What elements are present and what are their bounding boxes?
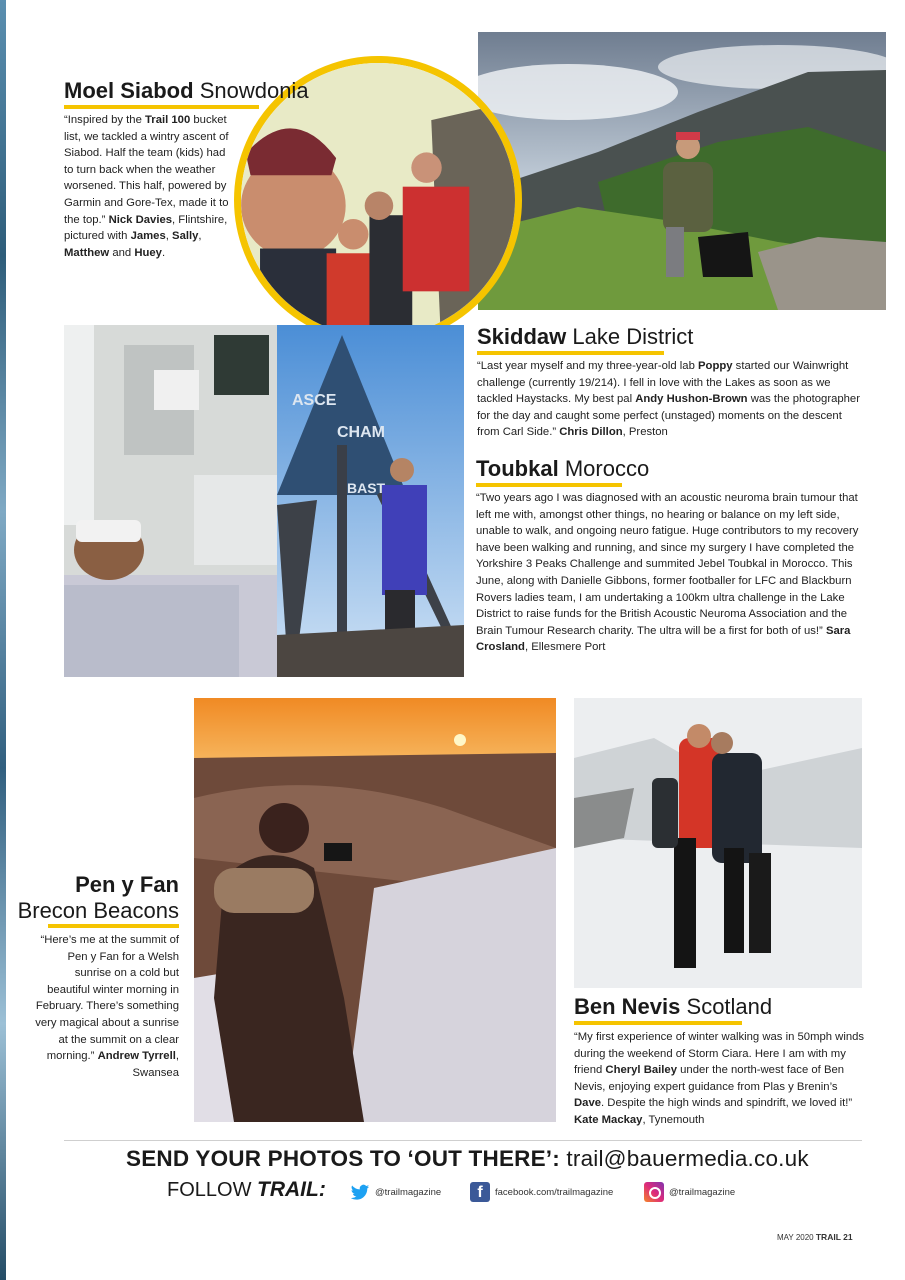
- instagram-icon: [644, 1182, 664, 1202]
- text-run: bucket list, we tackled a wintry ascent of Siabod. Half the team (kids) had to turn back when the weather worsened. This half, powered by Garmin and Gore-Tex, made it to the top.”: [64, 114, 229, 226]
- text-run: “My first experience of winter walking was in 50mph winds during the weekend of Storm Ciara. Here I am with my friend: [574, 1031, 865, 1077]
- bold-name: Dave: [574, 1097, 602, 1110]
- bold-name: Chris Dillon: [559, 426, 623, 439]
- pen-y-fan-body: [30, 932, 179, 1081]
- toubkal-summit-photo: [277, 325, 464, 677]
- bold-name: Trail 100: [145, 114, 191, 126]
- text-run: , Tynemouth: [642, 1113, 705, 1126]
- text-run: “Last year myself and my three-year-old lab: [477, 360, 699, 372]
- moel-region: Snowdonia: [199, 78, 309, 103]
- bennevis-heading-rule: [574, 1021, 742, 1025]
- moel-siabod-body: [64, 112, 229, 261]
- page-folio: [777, 1232, 853, 1242]
- bold-name: Andy Hushon-Brown: [635, 393, 748, 406]
- skiddaw-body: [477, 358, 865, 441]
- ben-nevis-photo: [574, 698, 862, 988]
- twitter-handle[interactable]: [350, 1182, 441, 1202]
- pen-y-fan-photo: [194, 698, 556, 1122]
- folio-brand: TRAIL: [815, 1232, 841, 1242]
- skiddaw-photo: [478, 32, 886, 310]
- instagram-handle[interactable]: [644, 1182, 735, 1202]
- bold-name: Poppy: [698, 360, 733, 372]
- text-run: started our Wainwright challenge (currently 19/214). I fell in love with the Lakes as soon as we tackled Haystacks. My best pal: [477, 360, 849, 406]
- bennevis-place: Ben Nevis: [574, 994, 681, 1019]
- skiddaw-region: Lake District: [572, 324, 694, 349]
- bold-name: Nick Davies: [108, 213, 173, 226]
- bold-name: Andrew Tyrrell: [97, 1050, 176, 1063]
- email-link[interactable]: trail@bauermedia.co.uk: [566, 1146, 809, 1171]
- left-page-bleed: [0, 0, 6, 1280]
- follow-label: FOLLOW: [167, 1179, 252, 1201]
- bold-name: Sara Crosland: [476, 624, 851, 654]
- text-run: ,: [165, 230, 173, 243]
- text-run: ,: [198, 230, 202, 243]
- penyfan-region: Brecon Beacons: [17, 898, 179, 923]
- instagram-text: @trailmagazine: [669, 1186, 736, 1198]
- text-run: . Despite the high winds and spindrift, we loved it!”: [601, 1097, 853, 1110]
- bold-name: Sally: [172, 230, 199, 243]
- pen-y-fan-heading-place: [75, 872, 179, 898]
- toubkal-region: Morocco: [564, 456, 650, 481]
- moel-siabod-heading: [64, 78, 309, 104]
- footer-divider: [64, 1140, 862, 1141]
- pen-y-fan-heading-region: [18, 898, 179, 924]
- text-run: .: [161, 246, 166, 259]
- text-run: , Swansea: [132, 1050, 179, 1079]
- moel-place: Moel Siabod: [64, 78, 194, 103]
- ben-nevis-heading: [574, 994, 772, 1020]
- send-photos-line: [126, 1146, 809, 1172]
- bold-name: Kate Mackay: [574, 1113, 643, 1126]
- send-label: SEND YOUR PHOTOS TO ‘OUT THERE’:: [126, 1146, 560, 1171]
- text-run: , Flintshire, pictured with: [64, 213, 228, 243]
- facebook-icon: f: [470, 1182, 490, 1202]
- toubkal-body: [476, 490, 866, 656]
- text-run: “Two years ago I was diagnosed with an acoustic neuroma brain tumour that left me with, amongst other things, no hearing or balance on my left side, unable to walk, and ongoing neuro fatigue. Huge contributors to my recovery have been walking and running, and since my surgery I have completed the Yorkshire 3 Peaks Challenge and summited Jebel Toubkal in Morocco. This June, along with Danielle Gibbons, former footballer for LFC and Blackburn Rovers ladies team, I am undertaking a 100km ultra challenge in the Lake District to raise funds for the British Acoustic Neuroma Association and the Brain Tumour Research charity. The ultra will be a first for both of us!”: [476, 492, 859, 637]
- signpost-text-1: ASCE: [292, 392, 337, 409]
- signpost-text-3: BAST: [347, 480, 386, 496]
- twitter-text: @trailmagazine: [375, 1186, 442, 1198]
- text-run: was the photographer for the day and caught some perfect (unstaged) moments on the descent from Carl Side.”: [477, 393, 860, 439]
- bold-name: James: [130, 230, 166, 243]
- penyfan-place: Pen y Fan: [75, 872, 179, 897]
- folio-page: 21: [843, 1232, 853, 1242]
- folio-date: MAY 2020: [777, 1233, 814, 1242]
- follow-brand: TRAIL:: [257, 1178, 326, 1201]
- skiddaw-heading: [477, 324, 693, 350]
- toubkal-heading: [476, 456, 649, 482]
- text-run: “Here’s me at the summit of Pen y Fan for a Welsh sunrise on a cold but beautiful winter morning in February. There’s something very magical about a sunrise at the summit on a clear morning.”: [35, 934, 179, 1063]
- bennevis-region: Scotland: [686, 994, 773, 1019]
- follow-line: [167, 1178, 326, 1202]
- bold-name: Cheryl Bailey: [605, 1064, 677, 1077]
- twitter-icon: [350, 1182, 370, 1202]
- facebook-text: facebook.com/trailmagazine: [495, 1186, 614, 1198]
- skiddaw-heading-rule: [477, 351, 664, 355]
- bold-name: Huey: [134, 246, 162, 259]
- signpost-text-2: CHAM: [337, 424, 385, 441]
- text-run: , Ellesmere Port: [524, 641, 606, 654]
- toubkal-place: Toubkal: [476, 456, 559, 481]
- skiddaw-place: Skiddaw: [477, 324, 567, 349]
- toubkal-heading-rule: [476, 483, 622, 487]
- toubkal-hospital-photo: [64, 325, 277, 677]
- bold-name: Matthew: [64, 246, 110, 259]
- text-run: under the north-west face of Ben Nevis, enjoying expert guidance from Plas y Brenin’s: [574, 1064, 845, 1093]
- penyfan-heading-rule: [48, 924, 179, 928]
- facebook-link[interactable]: [470, 1182, 613, 1202]
- text-run: “Inspired by the: [64, 114, 146, 126]
- text-run: , Preston: [622, 426, 668, 439]
- ben-nevis-body: [574, 1029, 870, 1129]
- text-run: and: [109, 246, 135, 259]
- moel-heading-rule: [64, 105, 259, 109]
